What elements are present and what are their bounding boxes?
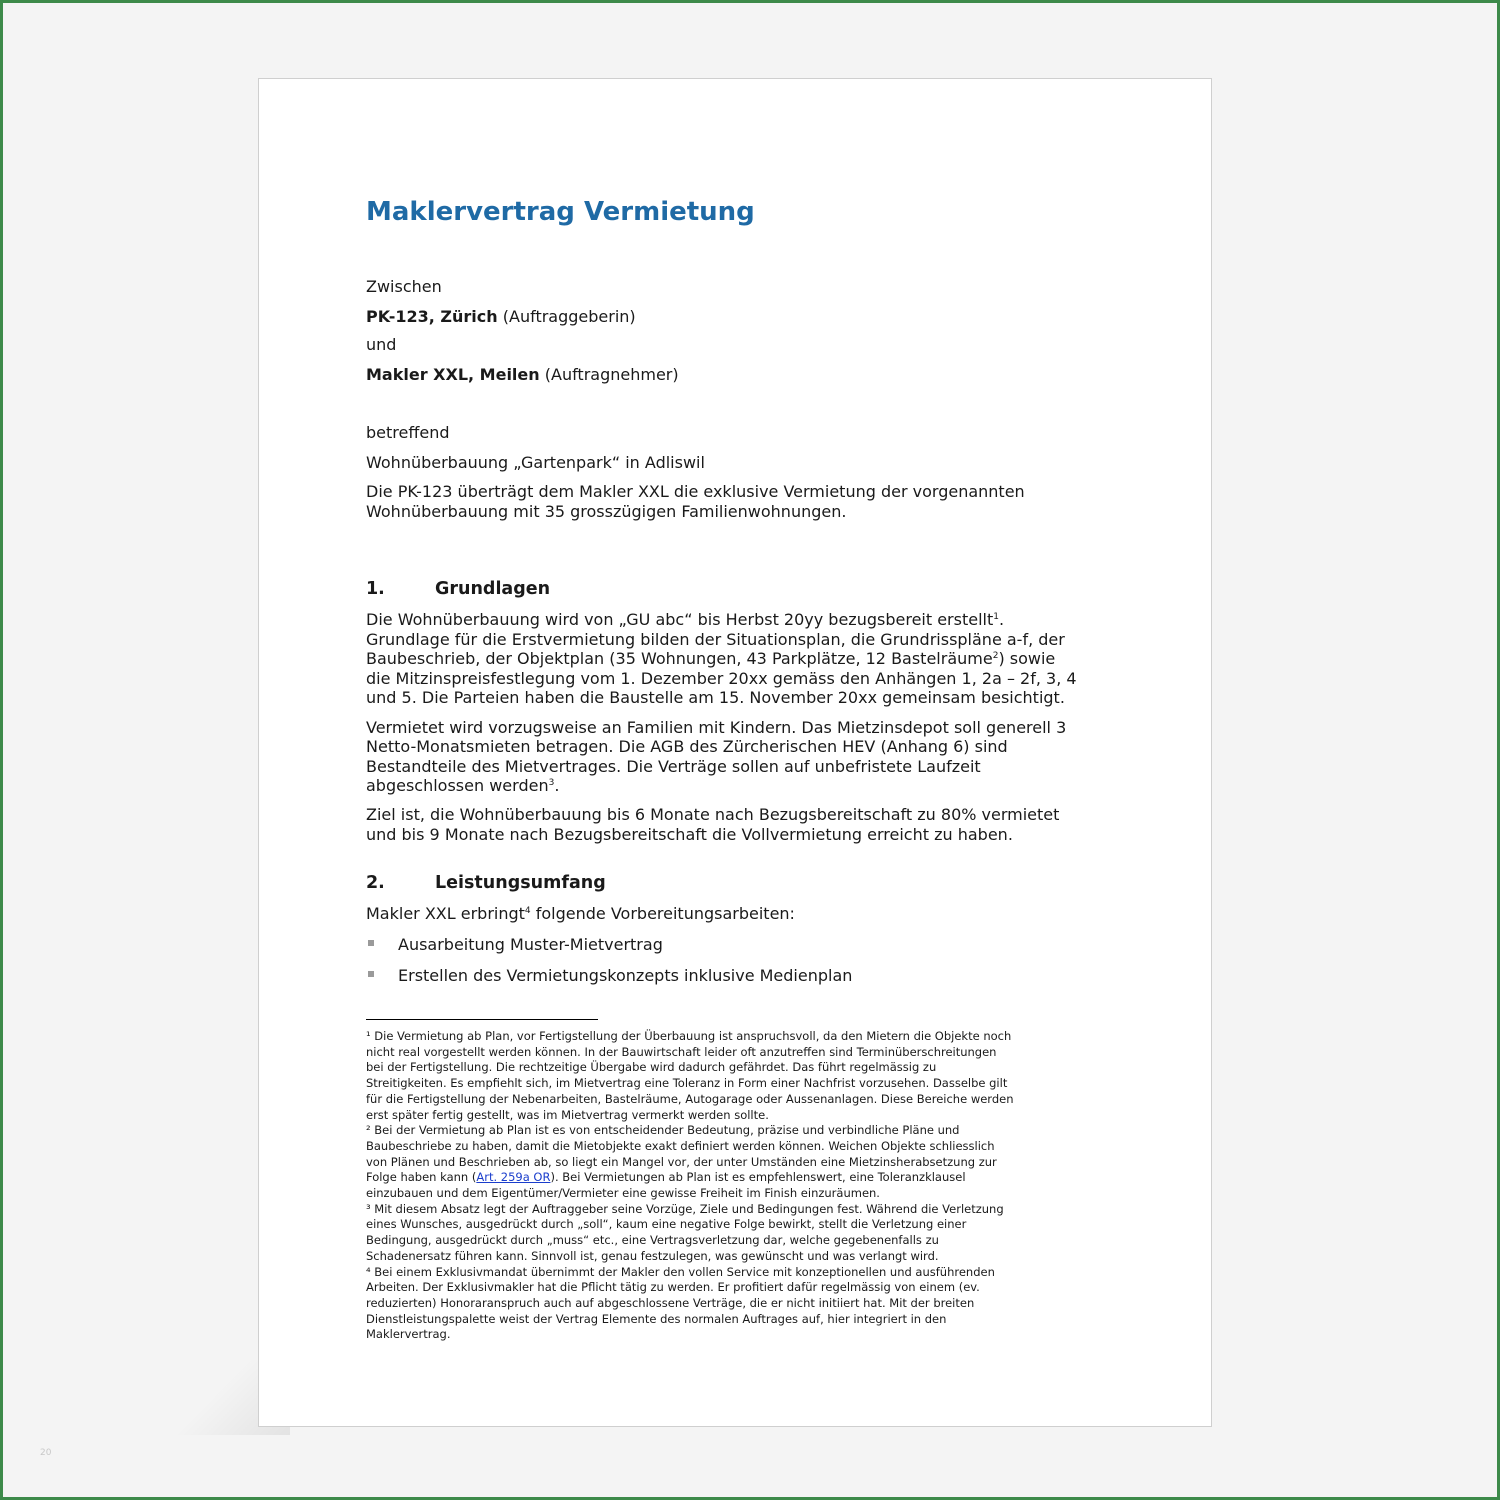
- bullet-text: Ausarbeitung Muster-Mietvertrag: [398, 935, 663, 954]
- footnote-4-line: reduzierten) Honoraranspruch auch auf abgeschlossene Verträge, die er nicht initiiert hat. Mit der breiten: [366, 1295, 975, 1310]
- footnotes: [366, 1029, 1101, 1343]
- section-1-number: 1.: [366, 579, 385, 599]
- footnote-ref-1[interactable]: 1: [993, 612, 999, 622]
- footnote-ref-2[interactable]: 2: [992, 651, 999, 661]
- s1-p2-line-4-text: abgeschlossen werden: [366, 776, 549, 795]
- footnote-2-line: einzubauen und dem Eigentümer/Vermieter eine gewisse Freiheit im Finish einzuräumen.: [366, 1186, 880, 1201]
- footnote-3-line: eines Wunsches, ausgedrückt durch „soll“, kaum eine negative Folge bewirkt, stellt die Verletzung einer: [366, 1217, 967, 1232]
- s1-p1-line-3-text: Baubeschrieb, der Objektplan (35 Wohnungen, 43 Parkplätze, 12 Bastelräume: [366, 649, 993, 668]
- s1-p2-line-3: Bestandteile des Mietvertrages. Die Verträge sollen auf unbefristete Laufzeit: [366, 757, 981, 776]
- party-2-name: Makler XXL, Meilen: [366, 365, 540, 384]
- s1-p2-line-4-end: .: [554, 776, 560, 795]
- s1-p3-line-1: Ziel ist, die Wohnüberbauung bis 6 Monate nach Bezugsbereitschaft zu 80% vermietet: [366, 805, 1060, 824]
- footnote-ref-3[interactable]: 3: [548, 778, 555, 788]
- section-2-title: Leistungsumfang: [435, 873, 606, 893]
- bullet-text: Erstellen des Vermietungskonzepts inklusive Medienplan: [398, 966, 853, 985]
- s1-p1-line-4: die Mitzinspreisfestlegung vom 1. Dezember 20xx gemäss den Anhängen 1, 2a – 2f, 3, 4: [366, 669, 1077, 688]
- bullet-square-icon: [368, 940, 374, 946]
- s1-p1-line-3: [366, 649, 1055, 669]
- section-2-number: 2.: [366, 873, 385, 893]
- document-page: [258, 78, 1212, 1427]
- footnote-4-line: Arbeiten. Der Exklusivmakler hat die Pflicht tätig zu werden. Er profitiert dafür regelmässig von einem (ev.: [366, 1280, 980, 1295]
- subject-intro-line-2: Wohnüberbauung mit 35 grosszügigen Familienwohnungen.: [366, 502, 847, 521]
- bullet-square-icon: [368, 971, 374, 977]
- s2-intro-end: folgende Vorbereitungsarbeiten:: [530, 904, 795, 923]
- document-title: Maklervertrag Vermietung: [366, 197, 755, 227]
- footnote-3-line: Schadenersatz führen kann. Sinnvoll ist, genau festzulegen, was gewünscht und was verlangt wird.: [366, 1248, 939, 1263]
- party-1: [366, 307, 636, 327]
- footnote-1-line: erst später fertig gestellt, was im Mietvertrag vermerkt werden sollte.: [366, 1107, 769, 1122]
- footnote-4-line: Dienstleistungspalette weist der Vertrag Elemente des normalen Auftrages auf, hier integriert in den: [366, 1311, 947, 1326]
- page-number: 20: [40, 1448, 52, 1458]
- s1-p2-line-4: [366, 776, 559, 796]
- footnote-1-line: bei der Fertigstellung. Die rechtzeitige Übergabe wird dadurch gefährdet. Das führt regelmässig zu: [366, 1060, 937, 1075]
- footnote-3-line: Bedingung, ausgedrückt durch „muss“ etc., eine Vertragsverletzung dar, welche gegebenenfalls zu: [366, 1233, 939, 1248]
- footnote-2-line: von Plänen und Beschrieben ab, so liegt ein Mangel vor, der unter Umständen eine Mietzinsherabsetzung zur: [366, 1154, 997, 1169]
- subject-intro-line-1: Die PK-123 überträgt dem Makler XXL die exklusive Vermietung der vorgenannten: [366, 482, 1025, 501]
- section-1-title: Grundlagen: [435, 579, 551, 599]
- s1-p1-line-3-end: ) sowie: [998, 649, 1056, 668]
- s2-intro: [366, 904, 795, 924]
- footnote-ref-4[interactable]: 4: [524, 906, 531, 916]
- footnote-3-line: ³ Mit diesem Absatz legt der Auftraggeber seine Vorzüge, Ziele und Bedingungen fest. Während die Verletzung: [366, 1201, 1004, 1216]
- s1-p1-line-5: und 5. Die Parteien haben die Baustelle am 15. November 20xx gemeinsam besichtigt.: [366, 688, 1065, 707]
- s1-p2-line-2: Netto-Monatsmieten betragen. Die AGB des Zürcherischen HEV (Anhang 6) sind: [366, 737, 1008, 756]
- law-reference-link[interactable]: Art. 259a OR: [476, 1170, 551, 1185]
- s1-p2-line-1: Vermietet wird vorzugsweise an Familien mit Kindern. Das Mietzinsdepot soll generell 3: [366, 718, 1067, 737]
- s2-intro-text: Makler XXL erbringt: [366, 904, 525, 923]
- subject-label: betreffend: [366, 423, 450, 442]
- footnote-separator: [366, 1019, 598, 1020]
- footnote-2-text-end: ). Bei Vermietungen ab Plan ist es empfehlenswert, eine Toleranzklausel: [550, 1170, 966, 1185]
- parties-between: Zwischen: [366, 277, 442, 296]
- s1-p1-line-1: [366, 610, 1004, 630]
- subject-object: Wohnüberbauung „Gartenpark“ in Adliswil: [366, 453, 705, 472]
- footnote-2-line: [366, 1170, 1101, 1186]
- party-2-role: (Auftragnehmer): [544, 365, 679, 384]
- party-1-name: PK-123, Zürich: [366, 307, 498, 326]
- s1-p1-line-1-end: .: [998, 610, 1005, 629]
- footnote-2-text: Folge haben kann (: [366, 1170, 477, 1185]
- party-1-role: (Auftraggeberin): [502, 307, 636, 326]
- section-2-heading: [366, 873, 606, 893]
- footnote-1-line: nicht real vorgestellt werden können. In der Bauwirtschaft leider oft anzutreffen sind Terminüberschreitungen: [366, 1044, 997, 1059]
- s1-p1-line-1-text: Die Wohnüberbauung wird von „GU abc“ bis Herbst 20yy bezugsbereit erstellt: [366, 610, 994, 629]
- footnote-2-line: ² Bei der Vermietung ab Plan ist es von entscheidender Bedeutung, präzise und verbindliche Pläne und: [366, 1123, 960, 1138]
- footnote-4-line: Maklervertrag.: [366, 1327, 451, 1342]
- footnote-2-line: Baubeschriebe zu haben, damit die Mietobjekte exakt definiert werden können. Weichen Objekte schliesslich: [366, 1138, 995, 1153]
- party-2: [366, 365, 679, 385]
- footnote-4-line: ⁴ Bei einem Exklusivmandat übernimmt der Makler den vollen Service mit konzeptionellen und ausführenden: [366, 1264, 995, 1279]
- s1-p3-line-2: und bis 9 Monate nach Bezugsbereitschaft die Vollvermietung erreicht zu haben.: [366, 825, 1013, 844]
- section-1-heading: [366, 579, 550, 599]
- footnote-1-line: ¹ Die Vermietung ab Plan, vor Fertigstellung der Überbauung ist anspruchsvoll, da den Mietern die Objekte noch: [366, 1029, 1012, 1043]
- footnote-1-line: Streitigkeiten. Es empfiehlt sich, im Mietvertrag eine Toleranz in Form einer Nachfrist vorzusehen. Dasselbe gilt: [366, 1076, 1008, 1091]
- footnote-1-line: für die Fertigstellung der Nebenarbeiten, Bastelräume, Autogarage oder Aussenanlagen. Diese Bereiche werden: [366, 1091, 1014, 1106]
- parties-and: und: [366, 335, 397, 354]
- s1-p1-line-2: Grundlage für die Erstvermietung bilden der Situationsplan, die Grundrisspläne a-f, der: [366, 630, 1065, 649]
